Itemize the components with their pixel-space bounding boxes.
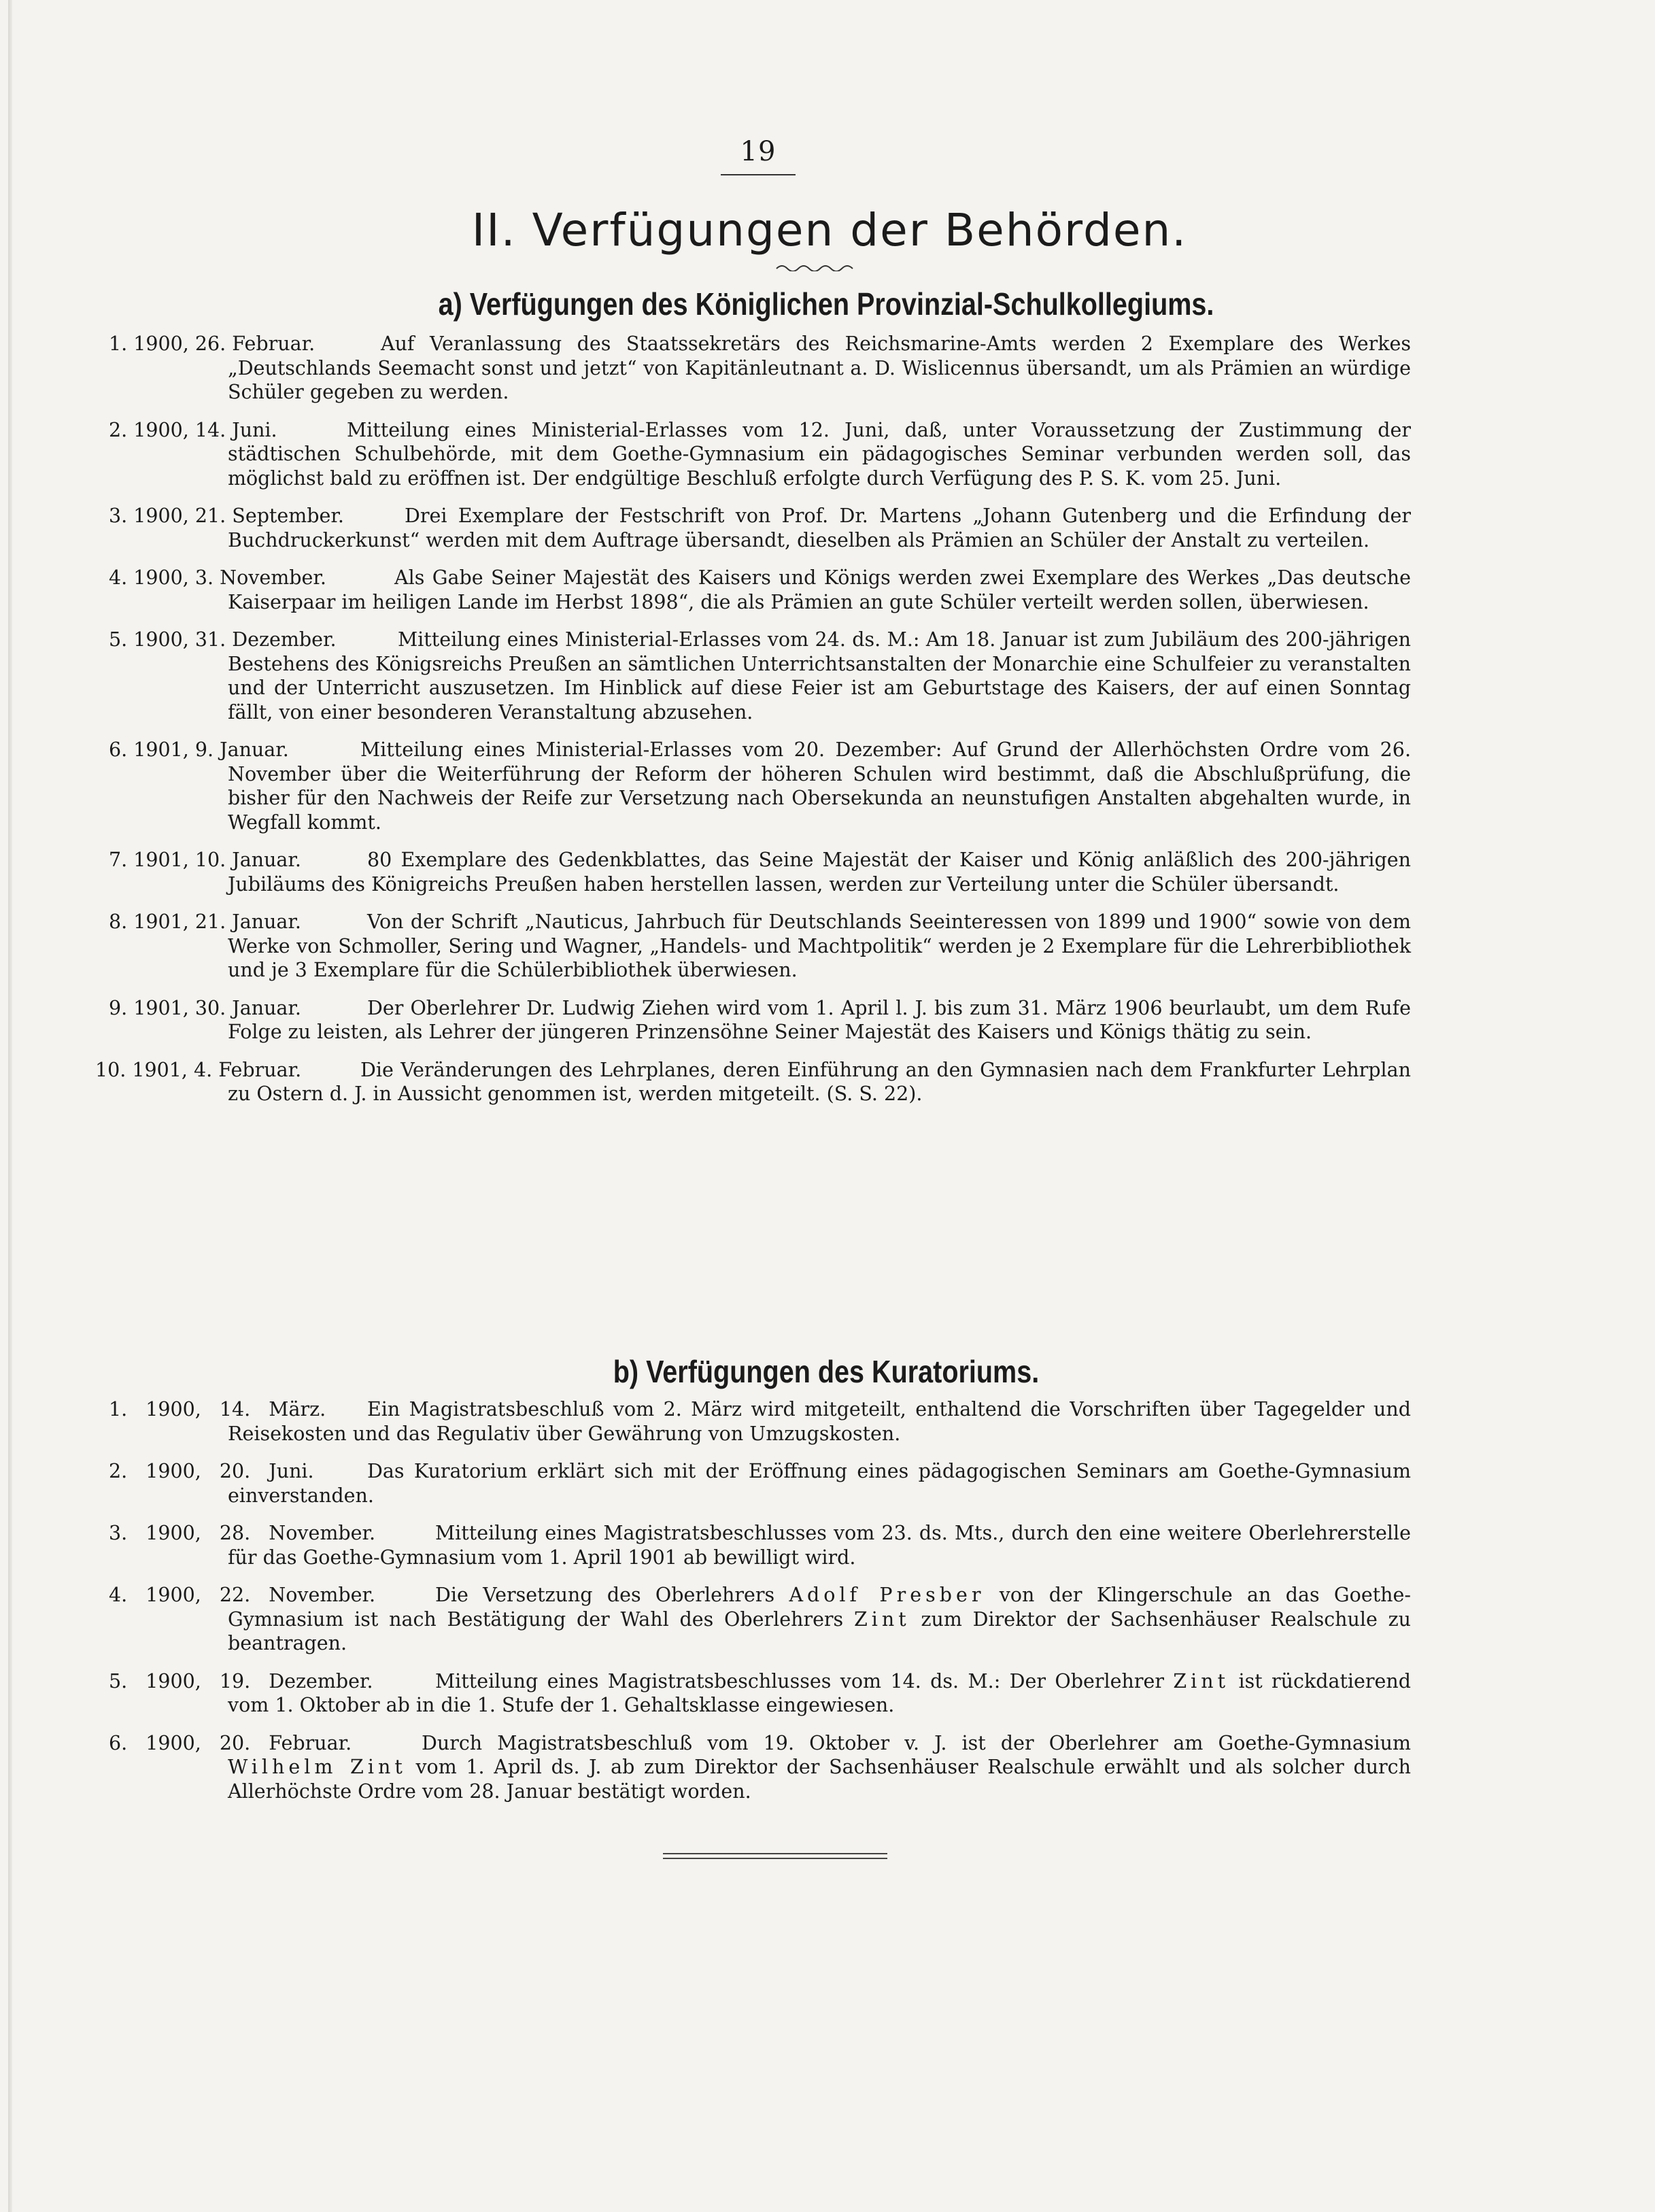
entry-number: 4. bbox=[109, 566, 128, 589]
entry-number: 1. bbox=[109, 1398, 128, 1420]
person-name: Wilhelm Zint bbox=[228, 1756, 407, 1778]
entry-date: 1900, 28. November. bbox=[146, 1522, 376, 1544]
entry-date: 1900, 19. Dezember. bbox=[146, 1669, 373, 1692]
page-title: II. Verfügungen der Behörden. bbox=[471, 204, 1188, 256]
entry-date: 1900, 21. September. bbox=[133, 505, 344, 527]
entry-date: 1900, 20. Juni. bbox=[146, 1460, 314, 1482]
entry-date: 1900, 26. Februar. bbox=[133, 333, 315, 355]
entry-number: 6. bbox=[109, 738, 128, 761]
list-item bbox=[109, 848, 1411, 896]
entry-text: Die Veränderungen des Lehrplanes, deren Einführung an den Gymnasien nach dem Frankfurter Lehrplan zu Ostern d. J. in Aussicht genommen ist, werden mitgeteilt. (S. S. 22). bbox=[228, 1058, 1411, 1105]
list-item bbox=[95, 1058, 1411, 1106]
section-b-heading: b) Verfügungen des Kuratoriums. bbox=[613, 1354, 1040, 1389]
entry-number: 8. bbox=[109, 911, 128, 933]
entry-text: Mitteilung eines Ministerial-Erlasses vom 12. Juni, daß, unter Voraussetzung der Zustimmung der städtischen Schulbehörde, mit dem Goethe-Gymnasium ein pädagogisches Seminar verbunden werden soll, das möglichst bald zu eröffnen ist. Der endgültige Beschluß erfolgte durch Verfügung des P. S. K. vom 25. Juni. bbox=[228, 418, 1411, 490]
entry-date: 1900, 31. Dezember. bbox=[133, 628, 337, 651]
entry-date: 1900, 14. März. bbox=[146, 1398, 326, 1420]
list-item bbox=[109, 1397, 1411, 1446]
entry-date: 1901, 30. Januar. bbox=[133, 996, 301, 1019]
entry-text: Der Oberlehrer Dr. Ludwig Ziehen wird vom 1. April l. J. bis zum 31. März 1906 beurlaubt, um dem Rufe Folge zu leisten, als Lehrer der jüngeren Prinzensöhne Seiner Majestät des Kaisers und Königs thätig zu sein. bbox=[228, 996, 1411, 1043]
entry-text: Das Kuratorium erklärt sich mit der Eröffnung eines pädagogischen Seminars am Goethe-Gymnasium einverstanden. bbox=[228, 1460, 1411, 1507]
list-item bbox=[109, 1669, 1411, 1718]
entry-date: 1901, 10. Januar. bbox=[133, 849, 301, 871]
entry-date: 1900, 3. November. bbox=[133, 566, 326, 589]
section-b-list bbox=[109, 1397, 1411, 1817]
entry-text: Drei Exemplare der Festschrift von Prof. Dr. Martens „Johann Gutenberg und die Erfindung der Buchdruckerkunst“ werden mit dem Auftrage übersandt, dieselben als Prämien an Schüler der Anstalt zu verteilen. bbox=[228, 505, 1411, 551]
list-item bbox=[109, 996, 1411, 1044]
person-name: Zint bbox=[853, 1607, 910, 1631]
entry-date: 1901, 21. Januar. bbox=[133, 911, 301, 933]
entry-number: 9. bbox=[109, 996, 128, 1019]
section-a-heading: a) Verfügungen des Königlichen Provinzial-Schulkollegiums. bbox=[438, 286, 1214, 322]
list-item bbox=[109, 566, 1411, 614]
entry-text: Mitteilung eines Ministerial-Erlasses vom 20. Dezember: Auf Grund der Allerhöchsten Ordre vom 26. November über die Weiterführung der Reform der höheren Schulen wird bestimmt, daß die Abschlußprüfung, die bisher für den Nachweis der Reife zur Versetzung nach Obersekunda an neunstufigen Anstalten abgehalten wurde, in Wegfall kommt. bbox=[228, 738, 1411, 834]
entry-number: 10. bbox=[95, 1058, 126, 1081]
entry-number: 2. bbox=[109, 1460, 128, 1482]
person-name: Zint bbox=[1173, 1669, 1230, 1692]
entry-text: Als Gabe Seiner Majestät des Kaisers und Königs werden zwei Exemplare des Werkes „Das deutsche Kaiserpaar im heiligen Lande im Herbst 1898“, die als Prämien an gute Schüler verteilt werden sollen, überwiesen. bbox=[228, 566, 1411, 613]
list-item bbox=[109, 1459, 1411, 1508]
entry-text: Die Versetzung des Oberlehrers Adolf Presber von der Klingerschule an das Goethe-Gymnasium ist nach Bestätigung der Wahl des Oberlehrers Zint zum Direktor der Sachsenhäuser Realschule zu beantragen. bbox=[228, 1584, 1412, 1654]
entry-date: 1901, 4. Februar. bbox=[132, 1058, 302, 1081]
person-name: Adolf Presber bbox=[789, 1584, 985, 1606]
entry-number: 5. bbox=[109, 628, 128, 651]
entry-number: 6. bbox=[109, 1731, 128, 1754]
list-item bbox=[109, 910, 1411, 983]
list-item bbox=[109, 738, 1411, 834]
list-item bbox=[109, 1583, 1411, 1656]
entry-number: 7. bbox=[109, 849, 128, 871]
entry-date: 1900, 14. Juni. bbox=[133, 418, 277, 441]
end-rule-top bbox=[663, 1853, 887, 1854]
entry-number: 4. bbox=[109, 1584, 128, 1606]
entry-number: 3. bbox=[109, 505, 128, 527]
section-a-list bbox=[95, 332, 1411, 1120]
list-item bbox=[109, 1731, 1411, 1804]
list-item bbox=[109, 504, 1411, 552]
entry-date: 1900, 22. November. bbox=[146, 1584, 376, 1606]
entry-number: 1. bbox=[109, 333, 128, 355]
entry-text: Auf Veranlassung des Staatssekretärs des Reichsmarine-Amts werden 2 Exemplare des Werkes „Deutschlands Seemacht sonst und jetzt“ von Kapitänleutnant a. D. Wislicennus übersandt, um als Prämien an würdige Schüler gegeben zu werden. bbox=[228, 333, 1411, 403]
binding-edge bbox=[8, 0, 12, 2212]
entry-date: 1901, 9. Januar. bbox=[133, 738, 289, 761]
page-number-rule bbox=[721, 174, 796, 175]
entry-text: 80 Exemplare des Gedenkblattes, das Seine Majestät der Kaiser und König anläßlich des 200-jährigen Jubiläums des Königreichs Preußen haben herstellen lassen, werden zur Verteilung unter die Schüler übersandt. bbox=[228, 849, 1411, 896]
entry-text: Mitteilung eines Magistratsbeschlusses vom 23. ds. Mts., durch den eine weitere Oberlehrerstelle für das Goethe-Gymnasium vom 1. April 1901 ab bewilligt wird. bbox=[228, 1522, 1411, 1569]
entry-number: 5. bbox=[109, 1669, 128, 1692]
list-item bbox=[109, 628, 1411, 724]
list-item bbox=[109, 332, 1411, 405]
entry-text: Durch Magistratsbeschluß vom 19. Oktober v. J. ist der Oberlehrer am Goethe-Gymnasium Wilhelm Zint vom 1. April ds. J. ab zum Direktor der Sachsenhäuser Realschule erwählt und als solcher durch Allerhöchste Ordre vom 28. Januar bestätigt worden. bbox=[228, 1731, 1411, 1803]
entry-text: Mitteilung eines Ministerial-Erlasses vom 24. ds. M.: Am 18. Januar ist zum Jubiläum des 200-jährigen Bestehens des Königsreichs Preußen an sämtlichen Unterrichtsanstalten der Monarchie eine Schulfeier zu veranstalten und der Unterricht auszusetzen. Im Hinblick auf diese Feier ist am Geburtstage des Kaisers, der auf einen Sonntag fällt, von einer besonderen Veranstaltung abzusehen. bbox=[228, 628, 1411, 724]
entry-date: 1900, 20. Februar. bbox=[146, 1731, 352, 1754]
entry-text: Von der Schrift „Nauticus, Jahrbuch für Deutschlands Seeinteressen von 1899 und 1900“ sowie von dem Werke von Schmoller, Sering und Wagner, „Handels- und Machtpolitik“ werden je 2 Exemplare für die Lehrerbibliothek und je 3 Exemplare für die Schülerbibliothek überwiesen. bbox=[228, 911, 1411, 981]
entry-number: 3. bbox=[109, 1522, 128, 1544]
end-rule-bottom bbox=[663, 1858, 887, 1859]
page-number: 19 bbox=[740, 136, 777, 167]
entry-text: Mitteilung eines Magistratsbeschlusses vom 14. ds. M.: Der Oberlehrer Zint ist rückdatierend vom 1. Oktober ab in die 1. Stufe der 1. Gehaltsklasse eingewiesen. bbox=[228, 1669, 1411, 1716]
list-item bbox=[109, 418, 1411, 491]
list-item bbox=[109, 1521, 1411, 1569]
entry-number: 2. bbox=[109, 418, 128, 441]
entry-text: Ein Magistratsbeschluß vom 2. März wird mitgeteilt, enthaltend die Vorschriften über Tagegelder und Reisekosten und das Regulativ über Gewährung von Umzugskosten. bbox=[228, 1398, 1411, 1445]
title-flourish bbox=[775, 262, 857, 271]
